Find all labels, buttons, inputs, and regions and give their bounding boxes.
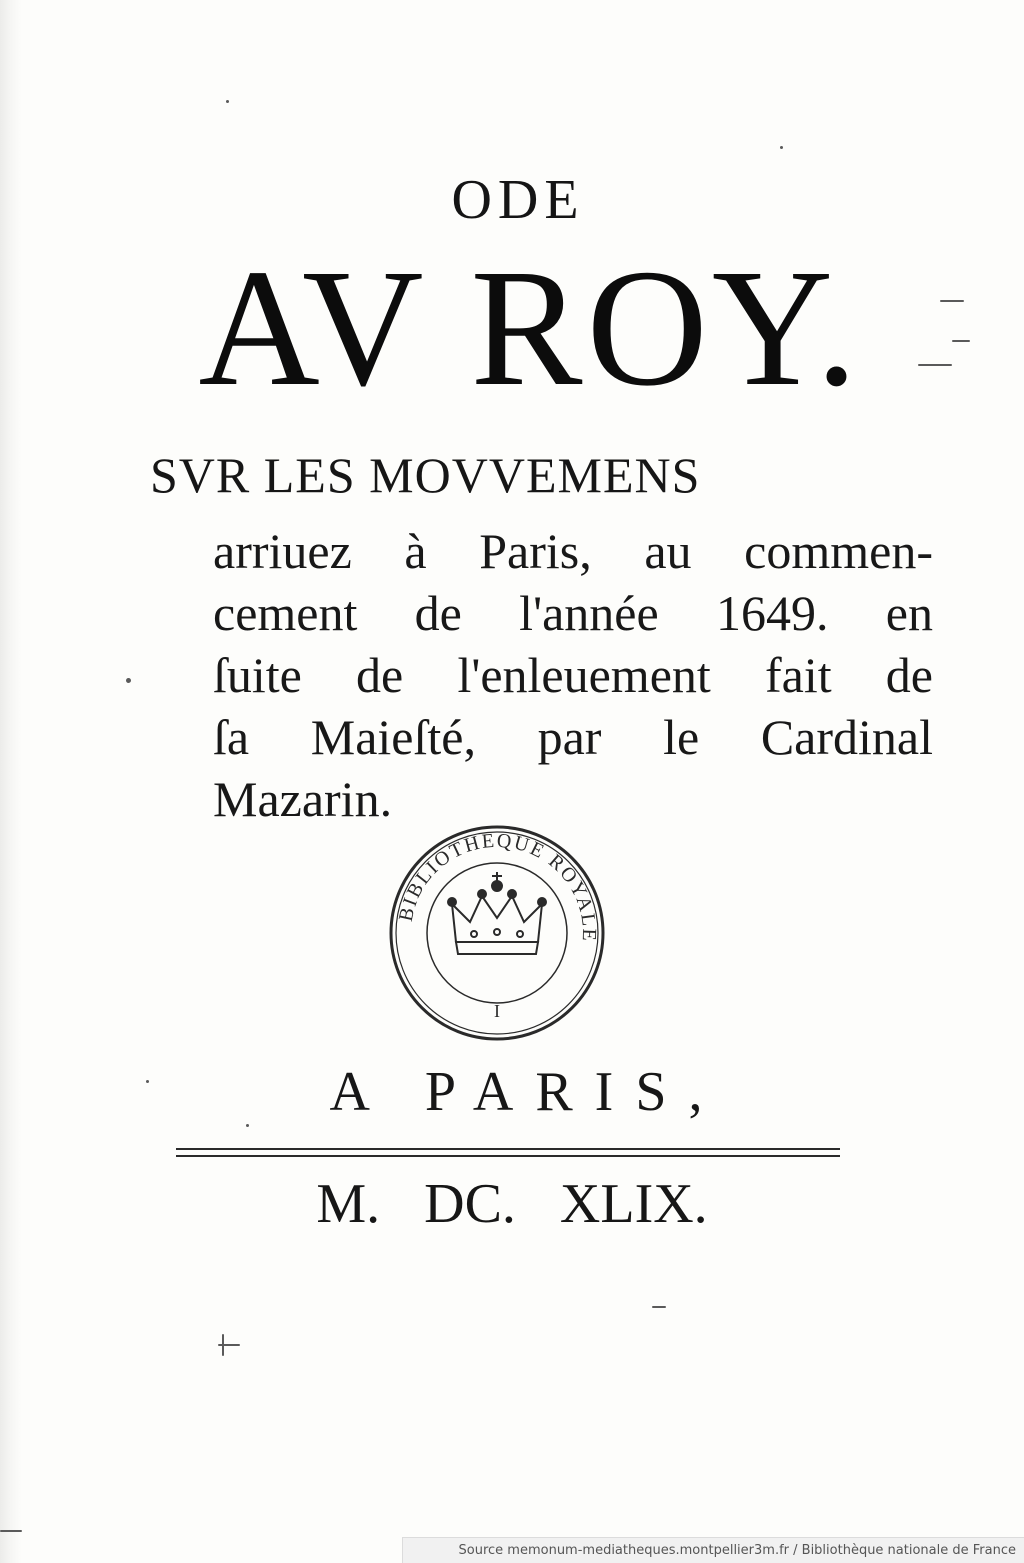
- title-line-au-roy: AV ROY.: [198, 235, 862, 421]
- subtitle-line: ſuite de l'enleuement fait de: [213, 647, 933, 703]
- subtitle-line: Mazarin.: [213, 771, 393, 827]
- print-speck: [780, 146, 783, 149]
- print-speck: [126, 678, 131, 683]
- subtitle-caps-line: SVR LES MOVVEMENS: [150, 447, 701, 503]
- title-line-ode: ODE: [451, 169, 585, 231]
- imprint-date: M. DC. XLIX.: [316, 1173, 708, 1235]
- subtitle-body: [213, 520, 933, 830]
- library-stamp: [386, 822, 608, 1044]
- source-attribution[interactable]: Source memonum-mediatheques.montpellier3m.fr / Bibliothèque nationale de France: [402, 1537, 1024, 1563]
- print-speck: [226, 100, 229, 103]
- stamp-numeral: I: [494, 1001, 500, 1021]
- print-speck: [222, 1334, 224, 1356]
- print-speck: [0, 1530, 22, 1532]
- print-speck: [246, 1124, 249, 1127]
- stamp-inscription: BIBLIOTHEQUE ROYALE: [394, 829, 601, 944]
- imprint-double-rule: [176, 1148, 840, 1157]
- print-speck: [652, 1306, 666, 1308]
- subtitle-line: cement de l'année 1649. en: [213, 585, 933, 641]
- page-edge-shadow: [0, 0, 22, 1563]
- imprint-place: A PARIS,: [329, 1061, 725, 1123]
- subtitle-line: arriuez à Paris, au commen-: [213, 523, 933, 579]
- crown-icon: [448, 872, 546, 954]
- subtitle-line: ſa Maieſté, par le Cardinal: [213, 709, 933, 765]
